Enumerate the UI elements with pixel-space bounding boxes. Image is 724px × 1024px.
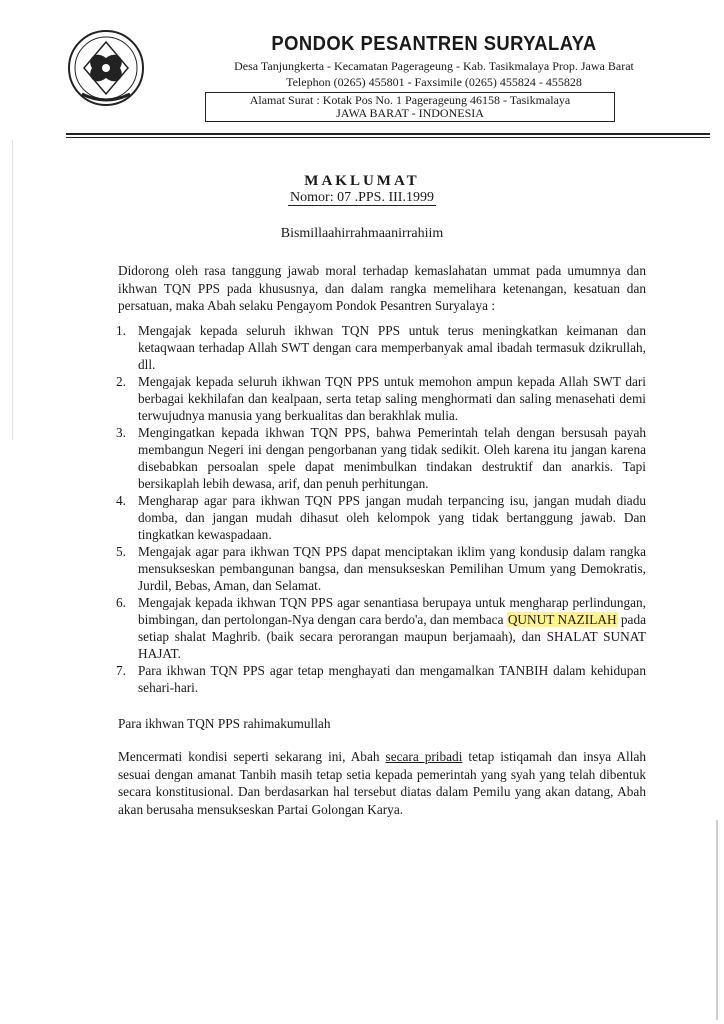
item-number: 5.	[116, 544, 126, 559]
underlined-text: secara pribadi	[385, 749, 463, 764]
list-item	[116, 373, 646, 424]
scan-margin-shadow	[716, 820, 718, 1020]
scan-margin-shadow	[12, 140, 13, 440]
pesantren-logo-emblem	[66, 28, 146, 108]
item-text: Mengajak agar para ikhwan TQN PPS dapat menciptakan iklim yang kondusip dalam rangka mensukseskan pembangunan bangsa, dan mensukseskan Pemilihan Umum yang Demokratis, Jurdil, Bebas, Aman, dan Selamat.	[138, 544, 646, 593]
item-number: 7.	[116, 663, 126, 678]
list-item	[116, 662, 646, 696]
list-item	[116, 322, 646, 373]
contact-line: Telephon (0265) 455801 - Faxsimile (0265) 455824 - 455828	[286, 75, 582, 89]
greeting-line: Para ikhwan TQN PPS rahimakumullah	[118, 716, 331, 731]
item-text: Mengajak kepada seluruh ikhwan TQN PPS untuk terus meningkatkan keimanan dan ketaqwaan terhadap Allah SWT dengan cara memperbanyak amal ibadah termasuk dzikrullah, dll.	[138, 323, 646, 372]
list-item	[116, 594, 646, 662]
item-text: Mengingatkan kepada ikhwan TQN PPS, bahwa Pemerintah telah dengan bersusah payah membangun Negeri ini dengan pengorbanan yang tidak sedikit. Oleh karena itu jangan karena disebabkan persoalan spele dapat menimbulkan tindakan destruktif dan anarkis. Tapi bersikaplah lebih dewasa, arif, dan penuh perhitungan.	[138, 425, 646, 491]
organization-name: PONDOK PESANTREN SURYALAYA	[271, 33, 597, 55]
document-title: MAKLUMAT	[304, 173, 420, 189]
item-text: Mengharap agar para ikhwan TQN PPS jangan mudah terpancing isu, jangan mudah diadu domba, dan jangan mudah dihasut oleh kelompok yang tidak bertanggung jawab. Dan tingkatkan kewaspadaan.	[138, 493, 646, 542]
letterhead-divider-thin	[66, 137, 710, 138]
address-line: Desa Tanjungkerta - Kecamatan Pagerageung - Kab. Tasikmalaya Prop. Jawa Barat	[234, 59, 634, 73]
mailing-address-line: Alamat Surat : Kotak Pos No. 1 Pagerageung 46158 - Tasikmalaya	[249, 93, 571, 107]
item-number: 6.	[116, 595, 126, 610]
item-number: 2.	[116, 374, 126, 389]
list-item	[116, 424, 646, 492]
item-number: 3.	[116, 425, 126, 440]
basmalah: Bismillaahirrahmaanirrahiim	[280, 226, 444, 241]
item-text: Mengajak kepada seluruh ikhwan TQN PPS untuk memohon ampun kepada Allah SWT dari berbagai kekhilafan dan kealpaan, serta tetap saling menghormati dan saling menasehati demi terwujudnya manusia yang berkualitas dan berakhlak mulia.	[138, 374, 646, 423]
letterhead-divider	[66, 133, 710, 135]
closing-paragraph: Mencermati kondisi seperti sekarang ini, Abah secara pribadi tetap istiqamah dan insya Allah sesuai dengan amanat Tanbih masih tetap setia kepada pemerintah yang syah yang telah dibentuk secara konstitusional. Dan berdasarkan hal tersebut diatas dalam Pemilu yang akan datang, Abah akan berusaha mensukseskan Partai Golongan Karya.	[118, 749, 646, 817]
list-item	[116, 492, 646, 543]
item-number: 4.	[116, 493, 126, 508]
list-item	[116, 543, 646, 594]
item-text: Para ikhwan TQN PPS agar tetap menghayati dan mengamalkan TANBIH dalam kehidupan sehari-hari.	[138, 663, 646, 695]
highlighted-text: QUNUT NAZILAH	[507, 612, 617, 627]
announcement-list	[116, 322, 646, 696]
item-number: 1.	[116, 323, 126, 338]
country-line: JAWA BARAT - INDONESIA	[336, 106, 484, 120]
item-text-continued: pada setiap shalat Maghrib. (baik secara perorangan maupun berjamaah), dan SHALAT SUNAT HAJAT.	[138, 612, 647, 661]
item-text: Mengajak kepada ikhwan TQN PPS agar senantiasa berupaya untuk mengharap perlindungan, bimbingan, dan pertolongan-Nya dengan cara berdo'a, dan membaca	[138, 595, 646, 627]
document-number: Nomor: 07 .PPS. III.1999	[290, 190, 434, 205]
intro-paragraph: Didorong oleh rasa tanggung jawab moral terhadap kemaslahatan ummat pada umumnya dan ikhwan TQN PPS pada khususnya, dan dalam rangka memelihara ketenangan, kesatuan dan persatuan, maka Abah selaku Pengayom Pondok Pesantren Suryalaya :	[118, 263, 646, 313]
mailing-address-box	[205, 92, 615, 122]
